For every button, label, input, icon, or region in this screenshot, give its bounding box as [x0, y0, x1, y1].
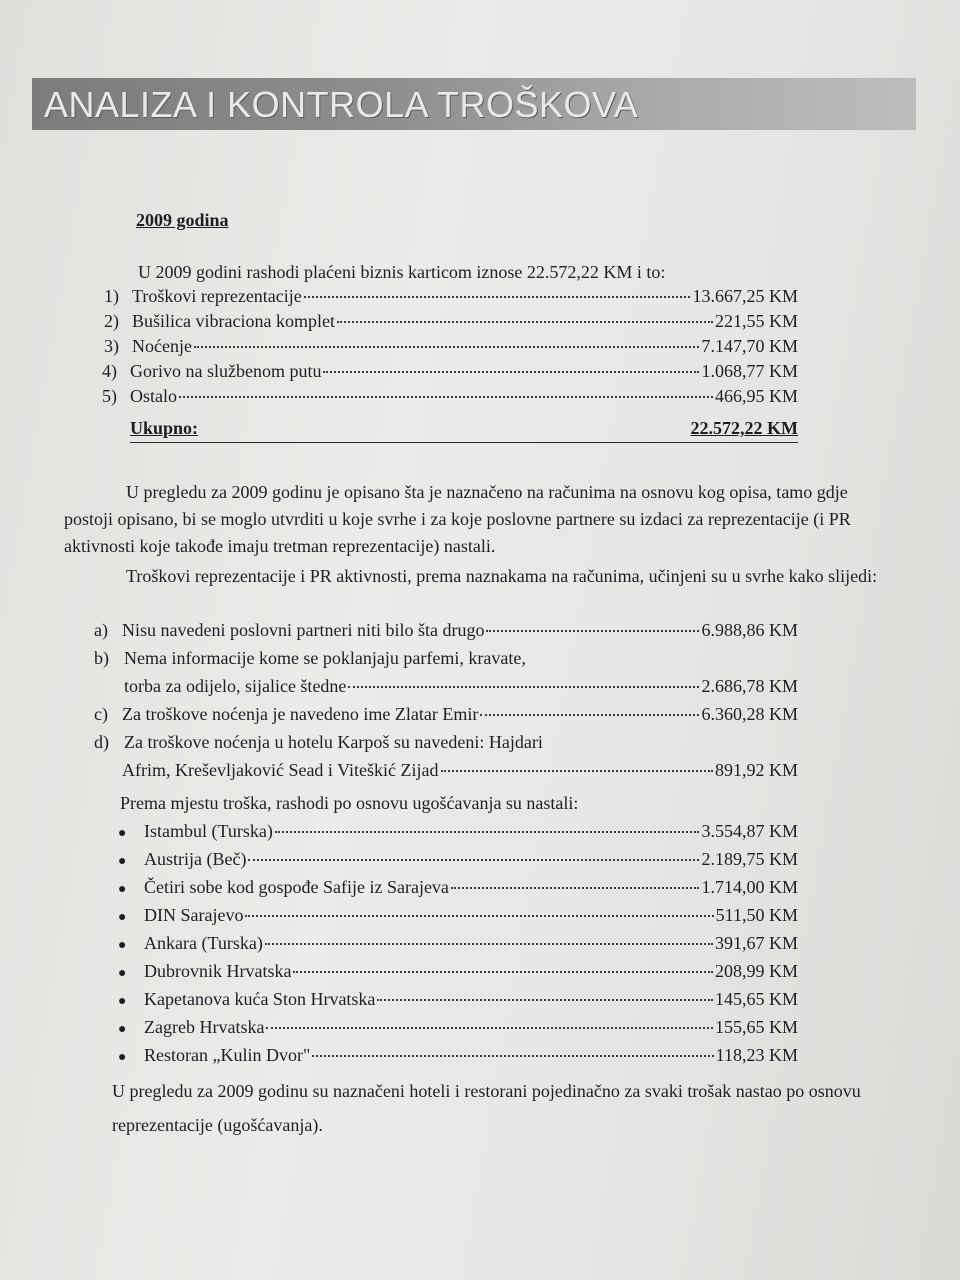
item-label-continued: torba za odijelo, sijalice štedne: [124, 676, 347, 696]
year-heading: 2009 godina: [136, 210, 229, 230]
leader-dots: [312, 1055, 713, 1057]
place-label: Kapetanova kuća Ston Hrvatska: [144, 989, 376, 1009]
item-letter: c): [94, 704, 108, 724]
place-item: [118, 905, 798, 929]
item-label: Nisu navedeni poslovni partneri niti bilo šta drugo: [122, 620, 485, 640]
item-number: 3): [104, 336, 119, 356]
place-amount: 391,67 KM: [714, 933, 798, 953]
leader-dots: [179, 396, 713, 398]
total-amount: 22.572,22 KM: [690, 418, 798, 438]
expense-item: [104, 336, 798, 360]
closing-paragraph: U pregledu za 2009 godinu su naznačeni hoteli i restorani pojedinačno za svaki trošak nastao po osnovu reprezentacije (ugošćavanja).: [112, 1081, 861, 1135]
item-number: 1): [104, 286, 119, 306]
place-amount: 2.189,75 KM: [701, 849, 798, 869]
place-amount: 155,65 KM: [714, 1017, 798, 1037]
place-label: Austrija (Beč): [144, 849, 247, 869]
bullet-icon: ●: [118, 994, 127, 1009]
item-amount: 2.686,78 KM: [701, 676, 798, 696]
bullet-icon: ●: [118, 938, 127, 953]
place-label: Zagreb Hrvatska: [144, 1017, 265, 1037]
item-label: Troškovi reprezentacije: [132, 286, 302, 306]
leader-dots: [323, 371, 699, 373]
item-label: Bušilica vibraciona komplet: [132, 311, 335, 331]
place-label: Istambul (Turska): [144, 821, 273, 841]
item-label: Za troškove noćenja je navedeno ime Zlatar Emir: [122, 704, 479, 724]
place-amount: 145,65 KM: [714, 989, 798, 1009]
place-item: [118, 821, 798, 845]
leader-dots: [248, 859, 699, 861]
title-banner: [32, 78, 916, 130]
item-letter: d): [94, 732, 109, 752]
purpose-item: [94, 704, 798, 728]
leader-dots: [348, 686, 699, 688]
purpose-item: [124, 676, 798, 700]
item-amount: 13.667,25 KM: [692, 286, 798, 306]
item-number: 5): [102, 386, 117, 406]
bullet-icon: ●: [118, 854, 127, 869]
leader-dots: [441, 770, 713, 772]
bullet-icon: ●: [118, 1022, 127, 1037]
place-item: [118, 877, 798, 901]
leader-dots: [265, 943, 713, 945]
place-label: DIN Sarajevo: [144, 905, 244, 925]
place-item: [118, 989, 798, 1013]
place-label: Restoran „Kulin Dvor": [144, 1045, 311, 1065]
place-amount: 118,23 KM: [715, 1045, 798, 1065]
leader-dots: [194, 346, 700, 348]
place-amount: 511,50 KM: [715, 905, 798, 925]
item-label: Noćenje: [132, 336, 192, 356]
item-number: 2): [104, 311, 119, 331]
item-label: Ostalo: [130, 386, 177, 406]
item-label-continued: Afrim, Kreševljaković Sead i Viteškić Zijad: [122, 760, 439, 780]
bullet-icon: ●: [118, 1050, 127, 1065]
purpose-item: [122, 760, 798, 784]
expense-item: [102, 361, 798, 385]
expense-item: [104, 311, 798, 335]
item-letter: b): [94, 648, 109, 668]
review-paragraph: U pregledu za 2009 godinu je opisano šta je naznačeno na računima na osnovu kog opisa, tamo gdje postoji opisano, bi se moglo utvrditi u koje svrhe i za koje poslovne partnere su izdaci za reprezentacije (i PR aktivnosti koje takođe imaju tretman reprezentacije) nastali.: [64, 482, 851, 556]
total-label: Ukupno:: [130, 418, 199, 438]
total-row: [130, 418, 798, 443]
bullet-icon: ●: [118, 882, 127, 897]
purpose-item: [94, 620, 798, 644]
item-amount: 6.988,86 KM: [701, 620, 798, 640]
places-intro: Prema mjestu troška, rashodi po osnovu ugošćavanja su nastali:: [120, 793, 579, 813]
item-number: 4): [102, 361, 117, 381]
expense-item: [104, 286, 798, 310]
leader-dots: [293, 971, 713, 973]
bullet-icon: ●: [118, 910, 127, 925]
place-item: [118, 1017, 798, 1041]
item-label: Gorivo na službenom putu: [130, 361, 322, 381]
place-label: Dubrovnik Hrvatska: [144, 961, 292, 981]
item-amount: 466,95 KM: [714, 386, 798, 406]
page-title: ANALIZA I KONTROLA TROŠKOVA: [44, 84, 639, 125]
place-item: [118, 961, 798, 985]
item-amount: 6.360,28 KM: [701, 704, 798, 724]
item-label: Za troškove noćenja u hotelu Karpoš su navedeni: Hajdari: [124, 732, 543, 752]
bullet-icon: ●: [118, 826, 127, 841]
item-amount: 221,55 KM: [714, 311, 798, 331]
place-item: [118, 933, 798, 957]
leader-dots: [275, 831, 700, 833]
place-amount: 3.554,87 KM: [701, 821, 798, 841]
leader-dots: [486, 630, 699, 632]
leader-dots: [377, 999, 713, 1001]
leader-dots: [451, 887, 700, 889]
purpose-item-header: [94, 732, 543, 753]
expense-item: [102, 386, 798, 410]
leader-dots: [304, 296, 691, 298]
leader-dots: [245, 915, 713, 917]
place-item: [118, 1045, 798, 1069]
bullet-icon: ●: [118, 966, 127, 981]
place-amount: 1.714,00 KM: [701, 877, 798, 897]
item-amount: 1.068,77 KM: [701, 361, 798, 381]
leader-dots: [266, 1027, 713, 1029]
place-label: Četiri sobe kod gospođe Safije iz Sarajeva: [144, 877, 449, 897]
expenses-intro: U 2009 godini rashodi plaćeni biznis karticom iznose 22.572,22 KM i to:: [138, 262, 666, 282]
item-amount: 891,92 KM: [714, 760, 798, 780]
item-label: Nema informacije kome se poklanjaju parfemi, kravate,: [124, 648, 526, 668]
leader-dots: [337, 321, 713, 323]
item-amount: 7.147,70 KM: [701, 336, 798, 356]
review-paragraph-2: Troškovi reprezentacije i PR aktivnosti, prema naznakama na računima, učinjeni su u svrhe kako slijedi:: [126, 566, 878, 586]
item-letter: a): [94, 620, 108, 640]
place-item: [118, 849, 798, 873]
leader-dots: [480, 714, 699, 716]
place-label: Ankara (Turska): [144, 933, 263, 953]
place-amount: 208,99 KM: [714, 961, 798, 981]
purpose-item-header: [94, 648, 526, 669]
